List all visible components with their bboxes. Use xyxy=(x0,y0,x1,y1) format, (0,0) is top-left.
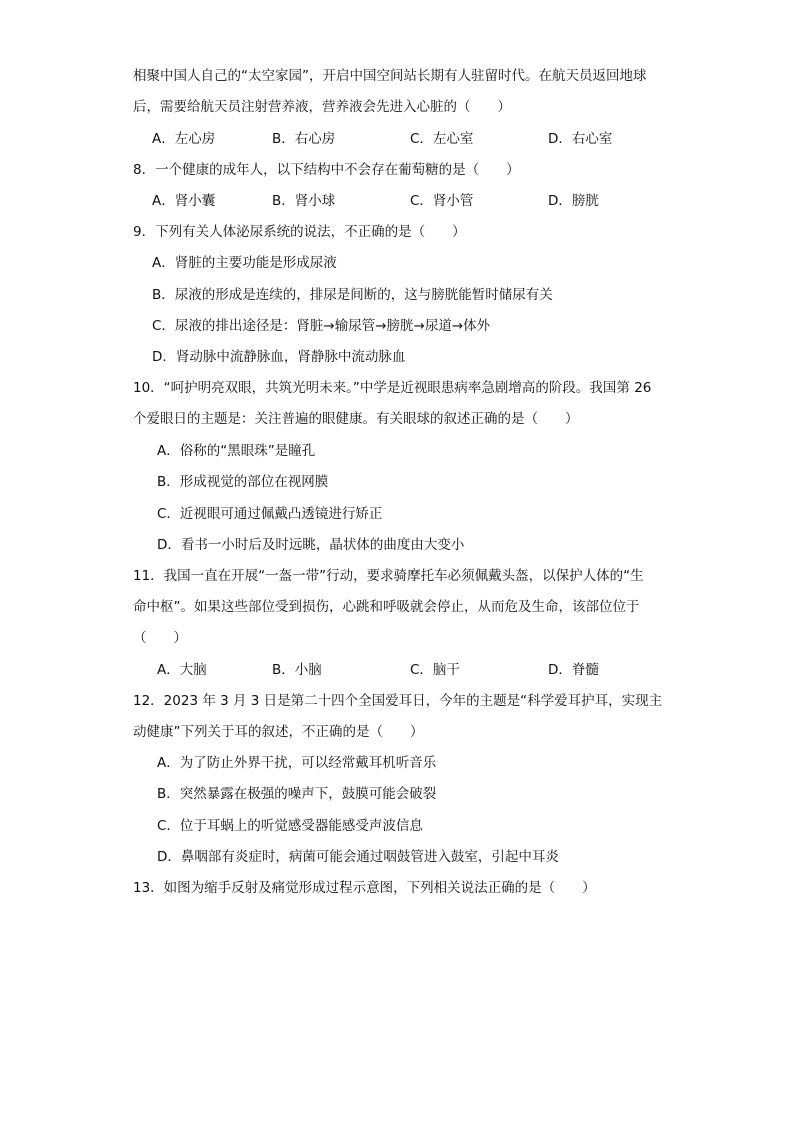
q9-option-c: C．尿液的排出途径是：肾脏→输尿管→膀胱→尿道→体外 xyxy=(152,318,491,334)
q8-option-c: C．肾小管 xyxy=(410,193,474,209)
q9-option-b: B．尿液的形成是连续的，排尿是间断的，这与膀胱能暂时储尿有关 xyxy=(152,287,553,303)
q10-stem-line-2: 个爱眼日的主题是：关注普遍的眼健康。有关眼球的叙述正确的是（ ） xyxy=(133,411,579,427)
q7-stem-line-1: 相聚中国人自己的“太空家园”，开启中国空间站长期有人驻留时代。在航天员返回地球 xyxy=(133,68,647,84)
q12-stem-line-1: 12．2023 年 3 月 3 日是第二十四个全国爱耳日，今年的主题是“科学爱耳护耳，实现主 xyxy=(133,693,663,709)
q12-option-b: B．突然暴露在极强的噪声下，鼓膜可能会破裂 xyxy=(157,786,437,802)
q11-option-a: A．大脑 xyxy=(157,662,207,678)
q10-option-b: B．形成视觉的部位在视网膜 xyxy=(157,474,329,490)
q8-option-a: A．肾小囊 xyxy=(152,193,216,209)
q8-option-b: B．肾小球 xyxy=(272,193,336,209)
q9-stem: 9．下列有关人体泌尿系统的说法，不正确的是（ ） xyxy=(133,224,466,240)
q7-option-a: A．左心房 xyxy=(152,131,216,147)
q10-option-a: A．俗称的“黑眼珠”是瞳孔 xyxy=(157,443,316,459)
q11-stem-line-1: 11．我国一直在开展“一盔一带”行动，要求骑摩托车必须佩戴头盔，以保护人体的“生 xyxy=(133,568,644,584)
q8-option-d: D．膀胱 xyxy=(548,193,599,209)
q11-option-d: D．脊髓 xyxy=(548,662,599,678)
q11-stem-line-3: （ ） xyxy=(133,630,187,646)
q9-option-a: A．肾脏的主要功能是形成尿液 xyxy=(152,255,337,271)
q12-option-c: C．位于耳蜗上的听觉感受器能感受声波信息 xyxy=(157,818,423,834)
q11-stem-line-2: 命中枢”。如果这些部位受到损伤，心跳和呼吸就会停止，从而危及生命，该部位位于 xyxy=(133,599,640,615)
q13-stem: 13．如图为缩手反射及痛觉形成过程示意图，下列相关说法正确的是（ ） xyxy=(133,880,596,896)
q10-stem-line-1: 10．“呵护明亮双眼，共筑光明未来。”中学是近视眼患病率急剧增高的阶段。我国第 26 xyxy=(133,380,652,396)
q7-option-c: C．左心室 xyxy=(410,131,474,147)
q7-option-d: D．右心室 xyxy=(548,131,613,147)
q11-option-b: B．小脑 xyxy=(272,662,322,678)
q8-stem: 8．一个健康的成年人，以下结构中不会存在葡萄糖的是（ ） xyxy=(133,162,520,178)
q7-option-b: B．右心房 xyxy=(272,131,336,147)
q7-stem-line-2: 后，需要给航天员注射营养液，营养液会先进入心脏的（ ） xyxy=(133,99,511,115)
q10-option-c: C．近视眼可通过佩戴凸透镜进行矫正 xyxy=(157,506,383,522)
q10-option-d: D．看书一小时后及时远眺，晶状体的曲度由大变小 xyxy=(157,537,465,553)
q9-option-d: D．肾动脉中流静脉血，肾静脉中流动脉血 xyxy=(152,349,406,365)
q11-option-c: C．脑干 xyxy=(410,662,460,678)
q12-option-a: A．为了防止外界干扰，可以经常戴耳机听音乐 xyxy=(157,755,437,771)
q12-stem-line-2: 动健康”下列关于耳的叙述，不正确的是（ ） xyxy=(133,724,424,740)
q12-option-d: D．鼻咽部有炎症时，病菌可能会通过咽鼓管进入鼓室，引起中耳炎 xyxy=(157,849,559,865)
